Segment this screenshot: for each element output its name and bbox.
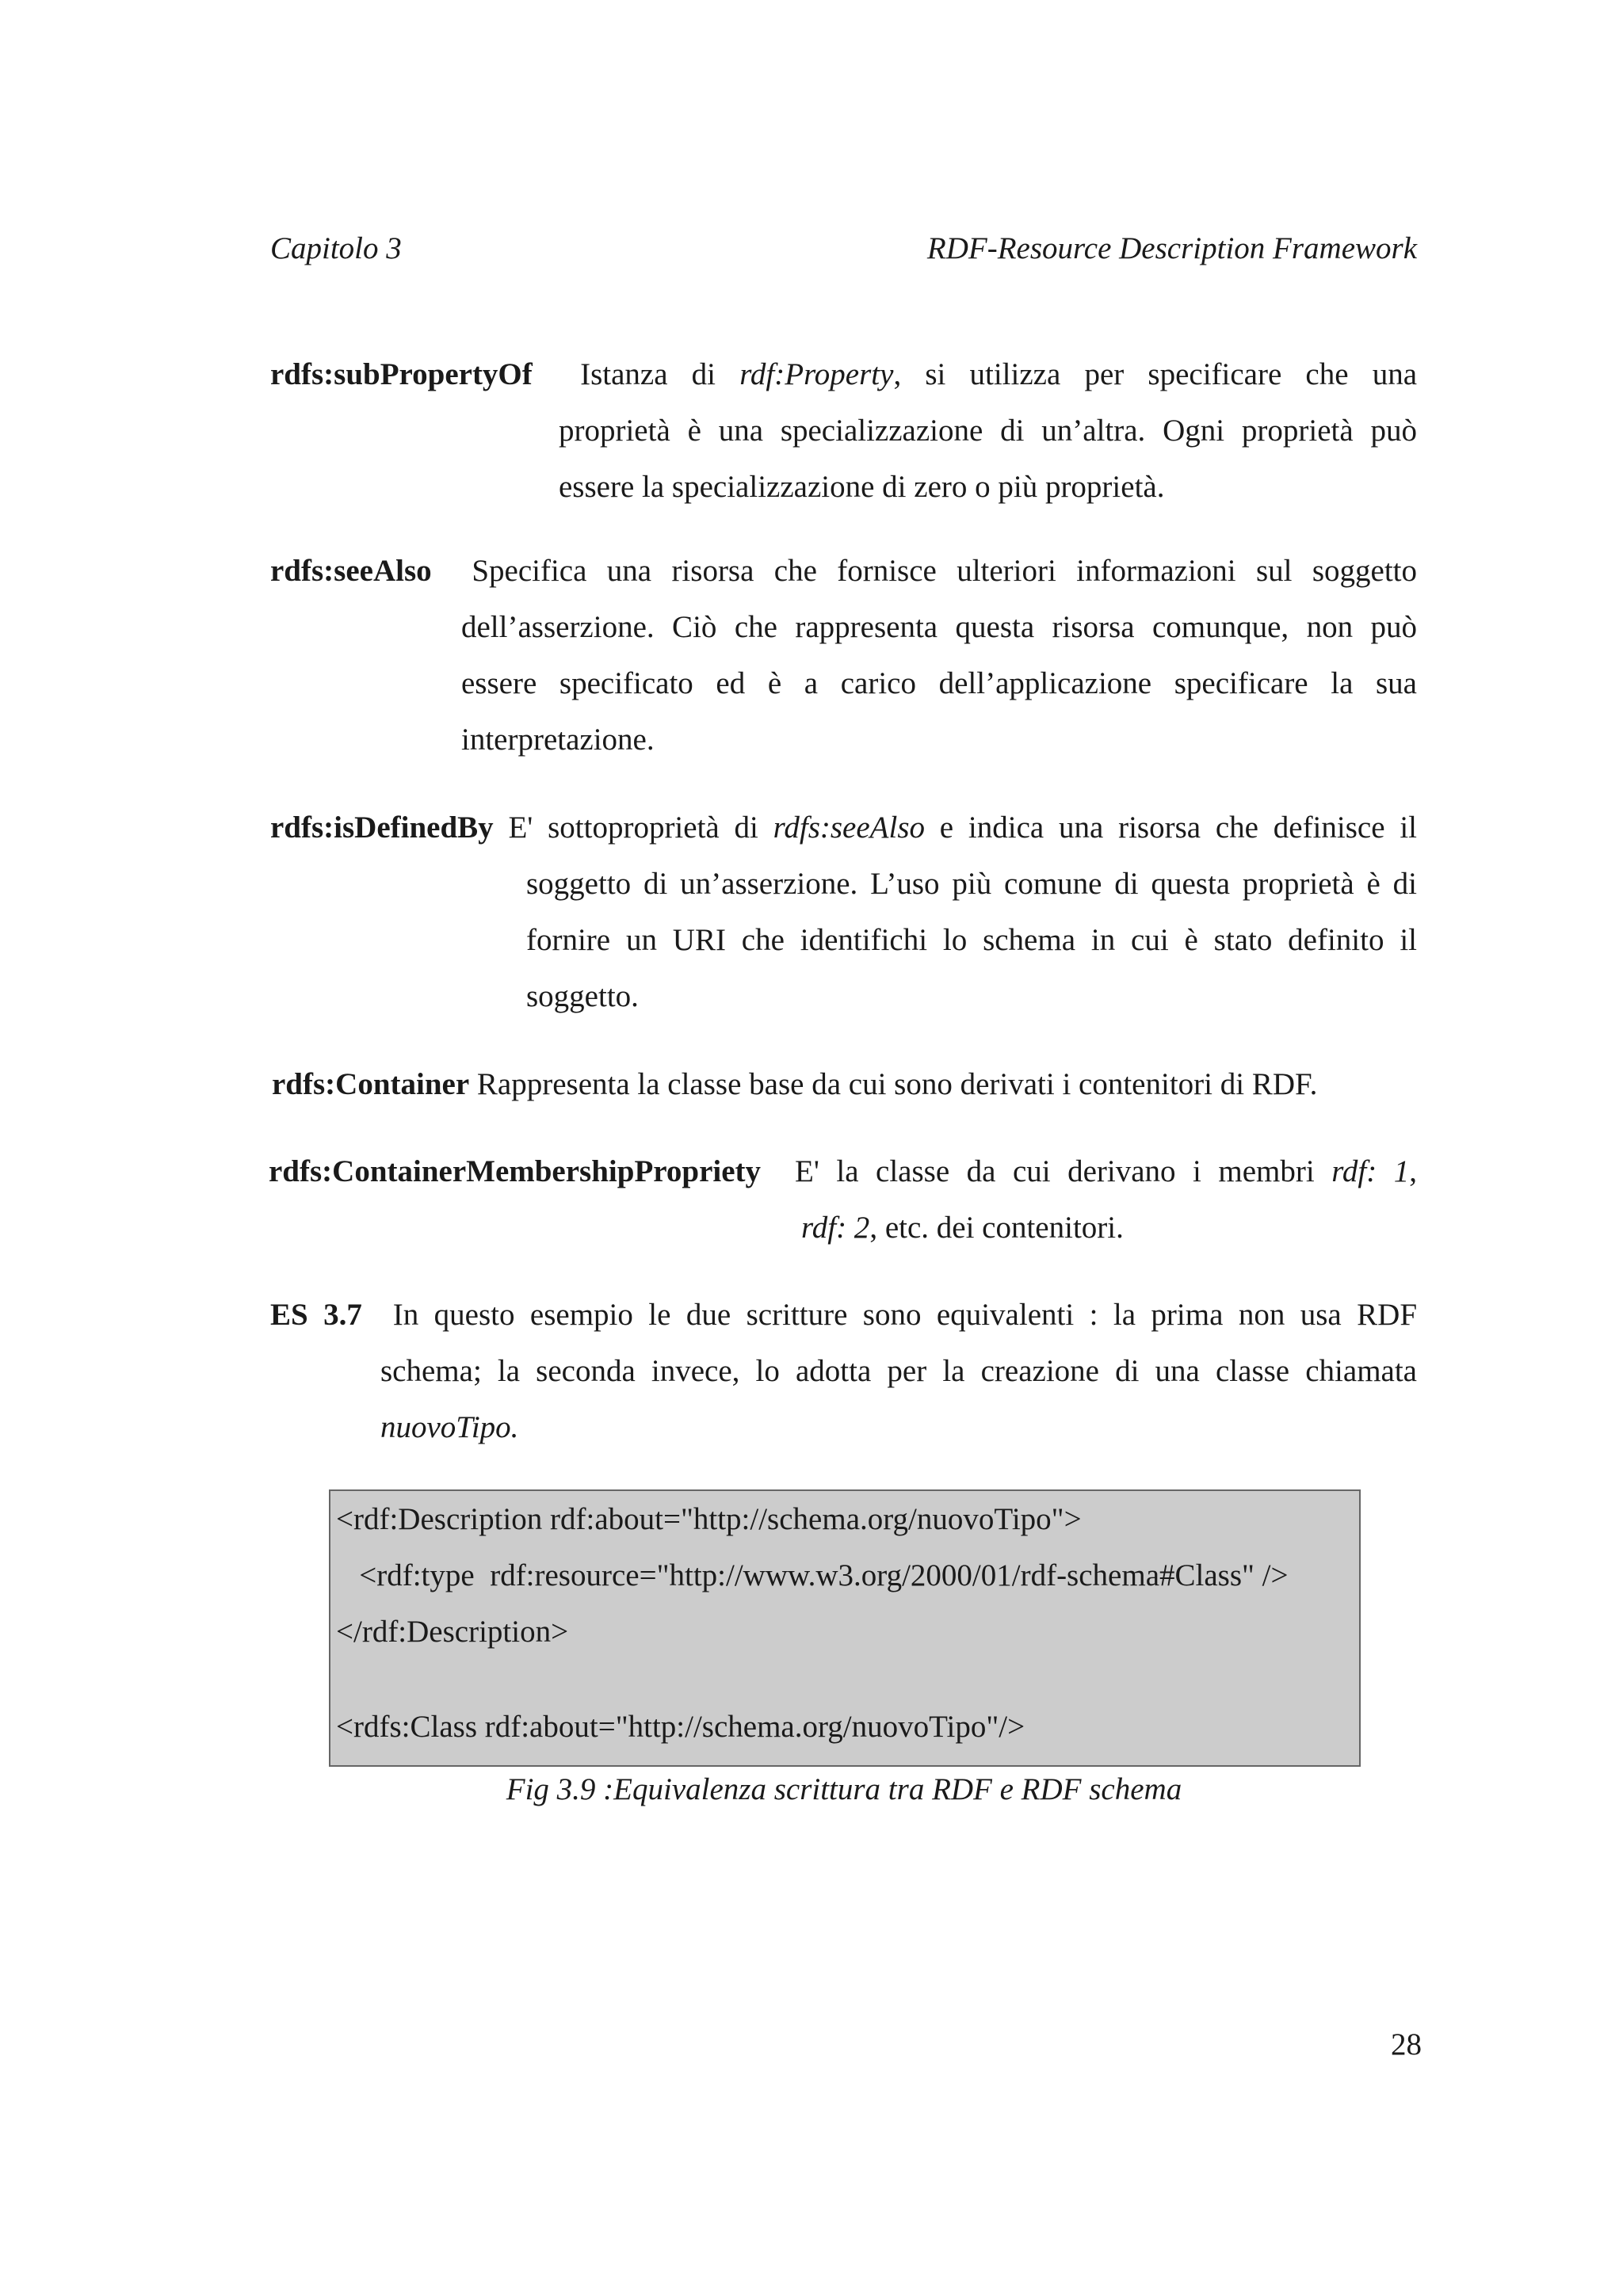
chapter-title: RDF-Resource Description Framework (926, 231, 1417, 265)
definition-line: soggetto di un’asserzione. L’uso più comune di questa proprietà è di (526, 867, 1417, 901)
definition-term: rdfs:isDefinedBy (270, 810, 494, 845)
definition-container (272, 1056, 1419, 1112)
definition-line: fornire un URI che identifichi lo schema in cui è stato definito il (526, 923, 1417, 957)
code-line: <rdfs:Class rdf:about="http://schema.org/nuovoTipo"/> (336, 1710, 1025, 1744)
definition-line: dell’asserzione. Ciò che rappresenta questa risorsa comunque, non può (461, 610, 1417, 644)
definition-isdefinedby (270, 799, 1417, 1024)
definition-line: schema; la seconda invece, lo adotta per la creazione di una classe chiamata (380, 1354, 1417, 1388)
code-box (329, 1489, 1361, 1767)
definition-line: soggetto. (526, 979, 639, 1013)
definition-line: proprietà è una specializzazione di un’altra. Ogni proprietà può (559, 414, 1417, 448)
definition-containermembership (269, 1143, 1417, 1256)
definition-line: rdfs:isDefinedBy E' sottoproprietà di rdfs:seeAlso e indica una risorsa che definisce il (270, 810, 1417, 845)
code-line: <rdf:type rdf:resource="http://www.w3.org/2000/01/rdf-schema#Class" /> (336, 1558, 1289, 1592)
definition-line: ES 3.7 In questo esempio le due scritture sono equivalenti : la prima non usa RDF (270, 1298, 1418, 1332)
definition-line: rdfs:seeAlso Specifica una risorsa che fornisce ulteriori informazioni sul soggetto (270, 554, 1417, 588)
code-line: <rdf:Description rdf:about="http://schema.org/nuovoTipo"> (336, 1502, 1082, 1536)
chapter-label: Capitolo 3 (270, 231, 402, 265)
code-line: </rdf:Description> (336, 1615, 569, 1649)
definition-line: rdfs:ContainerMembershipPropriety E' la classe da cui derivano i membri rdf: 1, (269, 1154, 1418, 1188)
definition-term: rdfs:Container (272, 1067, 470, 1101)
figure-caption: Fig 3.9 :Equivalenza scrittura tra RDF e RDF schema (506, 1772, 1182, 1806)
definition-line: interpretazione. (461, 723, 655, 757)
definition-line: nuovoTipo. (380, 1410, 519, 1444)
running-header (270, 231, 1417, 270)
definition-term: rdfs:ContainerMembershipPropriety (269, 1154, 762, 1188)
definition-line: essere specificato ed è a carico dell’applicazione specificare la sua (461, 666, 1417, 700)
definition-term: rdfs:subPropertyOf (270, 357, 533, 391)
page-number: 28 (1391, 2027, 1422, 2061)
definition-line: rdf: 2, etc. dei contenitori. (801, 1211, 1124, 1245)
definition-subpropertyof (270, 346, 1417, 515)
definition-term: rdfs:seeAlso (270, 554, 432, 588)
definition-line: rdfs:subPropertyOf Istanza di rdf:Property, si utilizza per specificare che una (270, 357, 1418, 391)
definition-seealso (270, 543, 1417, 768)
example-label: ES 3.7 (270, 1298, 362, 1332)
definition-line: essere la specializzazione di zero o più proprietà. (559, 470, 1165, 504)
definition-line: rdfs:Container Rappresenta la classe base da cui sono derivati i contenitori di RDF. (272, 1067, 1318, 1101)
example-3-7 (270, 1287, 1417, 1455)
